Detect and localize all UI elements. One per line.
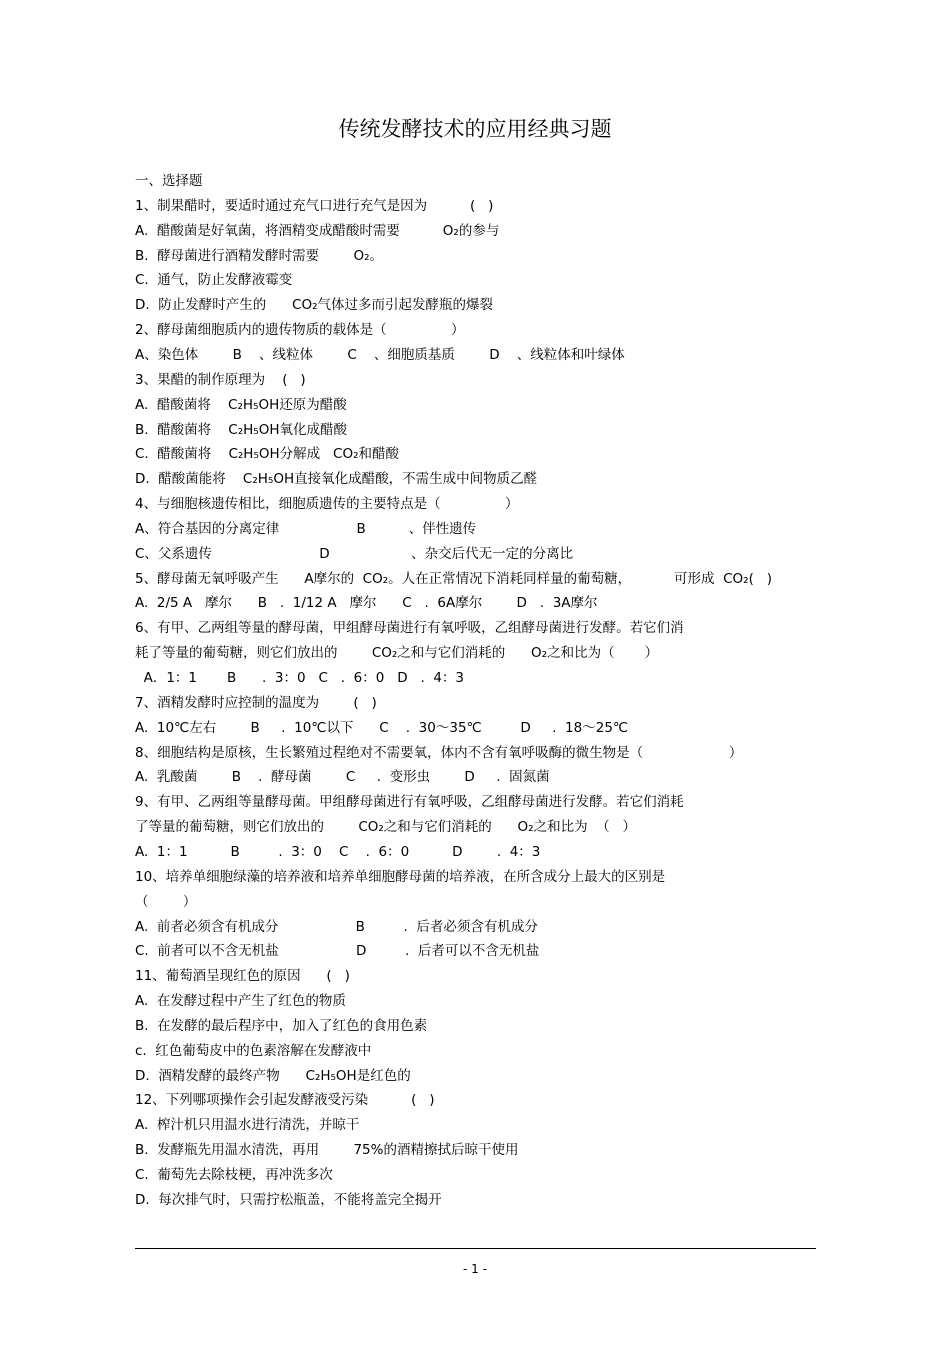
text-line: A、染色体 B 、线粒体 C 、细胞质基质 D 、线粒体和叶绿体 xyxy=(135,346,625,363)
text-line: 3、果醋的制作原理为 ( ) xyxy=(135,371,306,388)
text-line: 9、有甲、乙两组等量酵母菌。甲组酵母菌进行有氧呼吸，乙组酵母菌进行发酵。若它们消耗 xyxy=(135,794,684,811)
text-line: 10、培养单细胞绿藻的培养液和培养单细胞酵母菌的培养液，在所含成分上最大的区别是 xyxy=(135,868,666,885)
text-line: A. 2/5 A 摩尔 B . 1/12 A 摩尔 C . 6A摩尔 D . 3A摩尔 xyxy=(135,595,598,612)
text-line: 了等量的葡萄糖，则它们放出的 CO₂之和与它们消耗的 O₂之和比为 （ ） xyxy=(135,819,637,836)
text-line: A．1：1 B . 3：0 C . 6：0 D . 4：3 xyxy=(135,670,465,686)
text-line: 1、制果醋时，要适时通过充气口进行充气是因为 ( ) xyxy=(135,197,494,214)
text-line: A. 在发酵过程中产生了红色的物质 xyxy=(135,993,346,1010)
text-line: D. 酒精发酵的最终产物 C₂H₅OH是红色的 xyxy=(135,1067,411,1084)
text-line: 耗了等量的葡萄糖，则它们放出的 CO₂之和与它们消耗的 O₂之和比为（ ） xyxy=(135,645,659,662)
text-line: A. 醋酸菌是好氧菌，将酒精变成醋酸时需要 O₂的参与 xyxy=(135,222,500,239)
text-line: A. 10℃左右 B . 10℃以下 C . 30～35℃ D . 18～25℃ xyxy=(135,719,629,736)
text-line: A. 乳酸菌 B . 酵母菌 C . 变形虫 D . 固氮菌 xyxy=(135,769,550,786)
text-line: D. 醋酸菌能将 C₂H₅OH直接氧化成醋酸，不需生成中间物质乙醛 xyxy=(135,471,538,488)
text-line: B. 醋酸菌将 C₂H₅OH氧化成醋酸 xyxy=(135,421,347,438)
text-line: C、父系遗传 D 、杂交后代无一定的分离比 xyxy=(135,545,574,562)
text-line: 11、葡萄酒呈现红色的原因 ( ) xyxy=(135,968,350,985)
text-line: 2、酵母菌细胞质内的遗传物质的载体是（ ） xyxy=(135,322,465,339)
text-line: c. 红色葡萄皮中的色素溶解在发酵液中 xyxy=(135,1042,372,1059)
text-line: A. 1：1 B . 3：0 C . 6：0 D . 4：3 xyxy=(135,843,541,860)
page-number: - 1 - xyxy=(463,1262,487,1276)
text-line: 12、下列哪项操作会引起发酵液受污染 ( ) xyxy=(135,1092,435,1109)
footer-divider xyxy=(135,1248,816,1249)
text-line: C. 葡萄先去除枝梗，再冲洗多次 xyxy=(135,1167,333,1183)
text-line: A. 前者必须含有机成分 B . 后者必须含有机成分 xyxy=(135,918,538,935)
text-line: D. 每次排气时，只需拧松瓶盖，不能将盖完全揭开 xyxy=(135,1191,442,1208)
text-line: B. 酵母菌进行酒精发酵时需要 O₂。 xyxy=(135,247,384,264)
text-line: D. 防止发酵时产生的 CO₂气体过多而引起发酵瓶的爆裂 xyxy=(135,297,493,314)
text-line: 8、细胞结构是原核，生长繁殖过程绝对不需要氧，体内不含有氧呼吸酶的微生物是（ ） xyxy=(135,744,743,761)
text-line: 5、酵母菌无氧呼吸产生 A摩尔的 CO₂。人在正常情况下消耗同样量的葡萄糖， 可形成 CO₂( ) xyxy=(135,570,772,587)
text-line: （ ） xyxy=(135,893,197,910)
text-line: 4、与细胞核遗传相比，细胞质遗传的主要特点是（ ） xyxy=(135,496,519,513)
text-line: A. 榨汁机只用温水进行清洗，并晾干 xyxy=(135,1117,360,1134)
text-line: A. 醋酸菌将 C₂H₅OH还原为醋酸 xyxy=(135,396,347,413)
text-line: A、符合基因的分离定律 B 、伴性遗传 xyxy=(135,520,477,537)
text-line: C. 醋酸菌将 C₂H₅OH分解成 CO₂和醋酸 xyxy=(135,446,399,463)
text-line: 一、选择题 xyxy=(135,173,203,189)
text-line: 7、酒精发酵时应控制的温度为 ( ) xyxy=(135,694,377,711)
text-line: 6、有甲、乙两组等量的酵母菌，甲组酵母菌进行有氧呼吸，乙组酵母菌进行发酵。若它们消 xyxy=(135,620,684,637)
document-title: 传统发酵技术的应用经典习题 xyxy=(338,117,612,141)
text-line: B. 发酵瓶先用温水清洗，再用 75%的酒精擦拭后晾干使用 xyxy=(135,1142,519,1159)
text-line: B. 在发酵的最后程序中，加入了红色的食用色素 xyxy=(135,1017,428,1034)
text-line: C. 前者可以不含无机盐 D . 后者可以不含无机盐 xyxy=(135,943,540,960)
text-line: C. 通气，防止发酵液霉变 xyxy=(135,272,293,289)
